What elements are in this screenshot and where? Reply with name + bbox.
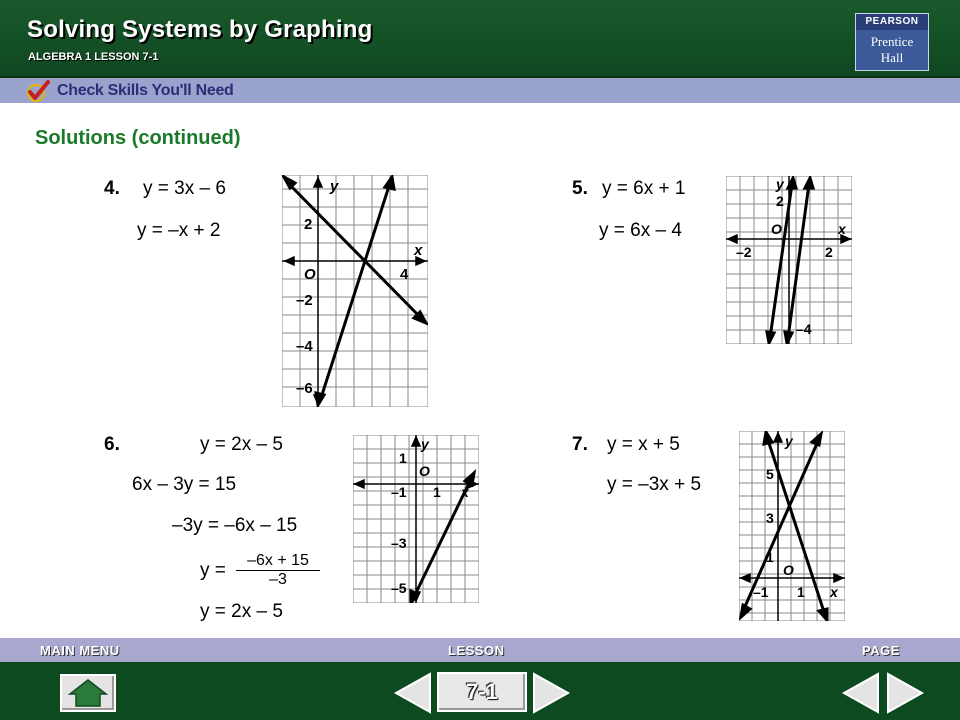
logo-pearson-text: PEARSON bbox=[856, 14, 928, 30]
g7-x-axis-label: x bbox=[830, 584, 838, 600]
footer-label-bar bbox=[0, 638, 960, 662]
graph-problem-4 bbox=[282, 175, 428, 407]
lesson-number: 7-1 bbox=[437, 672, 527, 712]
lesson-subtitle: ALGEBRA 1 LESSON 7-1 bbox=[28, 51, 159, 63]
g7-tick-1-y: 1 bbox=[766, 549, 774, 565]
g4-tick-neg2: –2 bbox=[296, 292, 313, 309]
fraction-numerator: –6x + 15 bbox=[236, 552, 320, 571]
problem-6-fraction bbox=[236, 552, 320, 589]
check-skills-label: Check Skills You'll Need bbox=[57, 82, 234, 99]
g4-tick-neg4: –4 bbox=[296, 338, 313, 355]
main-menu-button[interactable] bbox=[60, 674, 116, 712]
g4-tick-4: 4 bbox=[400, 266, 409, 283]
g7-origin: O bbox=[783, 562, 794, 578]
problem-6-y-equals: y = bbox=[200, 560, 226, 581]
header bbox=[0, 0, 960, 78]
page-label: PAGE bbox=[862, 643, 900, 658]
g5-y-axis-label: y bbox=[776, 176, 784, 192]
problem-6-step2: –3y = –6x – 15 bbox=[172, 515, 298, 536]
g7-tick-3: 3 bbox=[766, 510, 774, 526]
problem-4-eq2: y = –x + 2 bbox=[137, 220, 221, 241]
g7-y-axis-label: y bbox=[785, 433, 793, 449]
section-title: Solutions (continued) bbox=[35, 127, 241, 149]
g6-origin: O bbox=[419, 463, 430, 479]
g4-y-axis-label: y bbox=[330, 178, 339, 195]
lesson-previous-button[interactable] bbox=[392, 672, 432, 714]
g4-origin: O bbox=[304, 266, 316, 283]
g5-tick-neg4: –4 bbox=[796, 321, 812, 337]
g6-y-axis-label: y bbox=[421, 436, 429, 452]
g6-tick-1-x: 1 bbox=[433, 484, 441, 500]
home-icon bbox=[62, 676, 114, 710]
g7-tick-neg1: –1 bbox=[753, 584, 769, 600]
graph-problem-7 bbox=[739, 431, 845, 621]
main-menu-label: MAIN MENU bbox=[40, 643, 120, 658]
g5-tick-neg2: –2 bbox=[736, 244, 752, 260]
problem-7-number: 7. bbox=[572, 434, 588, 455]
problem-5-eq1: y = 6x + 1 bbox=[602, 178, 686, 199]
g4-tick-2: 2 bbox=[304, 216, 313, 233]
checkmark-icon bbox=[26, 80, 50, 102]
graph-problem-5 bbox=[726, 176, 852, 344]
lesson-label: LESSON bbox=[448, 643, 505, 658]
problem-6-step1: 6x – 3y = 15 bbox=[132, 474, 237, 495]
fraction-denominator: –3 bbox=[269, 571, 287, 588]
page-next-button[interactable] bbox=[886, 672, 926, 714]
graph-problem-6 bbox=[353, 435, 479, 603]
logo-prentice-hall: Prentice Hall bbox=[870, 34, 914, 65]
slide-content bbox=[0, 103, 960, 638]
problem-7-eq1: y = x + 5 bbox=[607, 434, 680, 455]
g6-tick-neg3: –3 bbox=[391, 535, 407, 551]
pearson-logo bbox=[855, 13, 929, 71]
g6-tick-1-y: 1 bbox=[399, 450, 407, 466]
problem-4-number: 4. bbox=[104, 178, 120, 199]
page-previous-button[interactable] bbox=[840, 672, 880, 714]
g7-tick-5: 5 bbox=[766, 466, 774, 482]
page-title: Solving Systems by Graphing bbox=[27, 16, 373, 43]
problem-6-number: 6. bbox=[104, 434, 120, 455]
g6-tick-neg1: –1 bbox=[391, 484, 407, 500]
problem-4-eq1: y = 3x – 6 bbox=[143, 178, 226, 199]
problem-7-eq2: y = –3x + 5 bbox=[607, 474, 702, 495]
problem-5-number: 5. bbox=[572, 178, 588, 199]
g5-tick-2-y: 2 bbox=[776, 193, 784, 209]
footer-nav bbox=[0, 638, 960, 720]
problem-5-eq2: y = 6x – 4 bbox=[599, 220, 682, 241]
check-skills-bar bbox=[0, 78, 960, 103]
g5-tick-2-x: 2 bbox=[825, 244, 833, 260]
g4-x-axis-label: x bbox=[414, 242, 423, 259]
lesson-next-button[interactable] bbox=[532, 672, 572, 714]
g6-tick-neg5: –5 bbox=[391, 580, 407, 596]
problem-6-result: y = 2x – 5 bbox=[200, 601, 283, 622]
g7-tick-1-x: 1 bbox=[797, 584, 805, 600]
g4-tick-neg6: –6 bbox=[296, 380, 313, 397]
g5-x-axis-label: x bbox=[838, 221, 846, 237]
problem-6-eq1: y = 2x – 5 bbox=[200, 434, 283, 455]
g6-x-axis-label: x bbox=[461, 484, 469, 500]
g5-origin: O bbox=[771, 221, 782, 237]
